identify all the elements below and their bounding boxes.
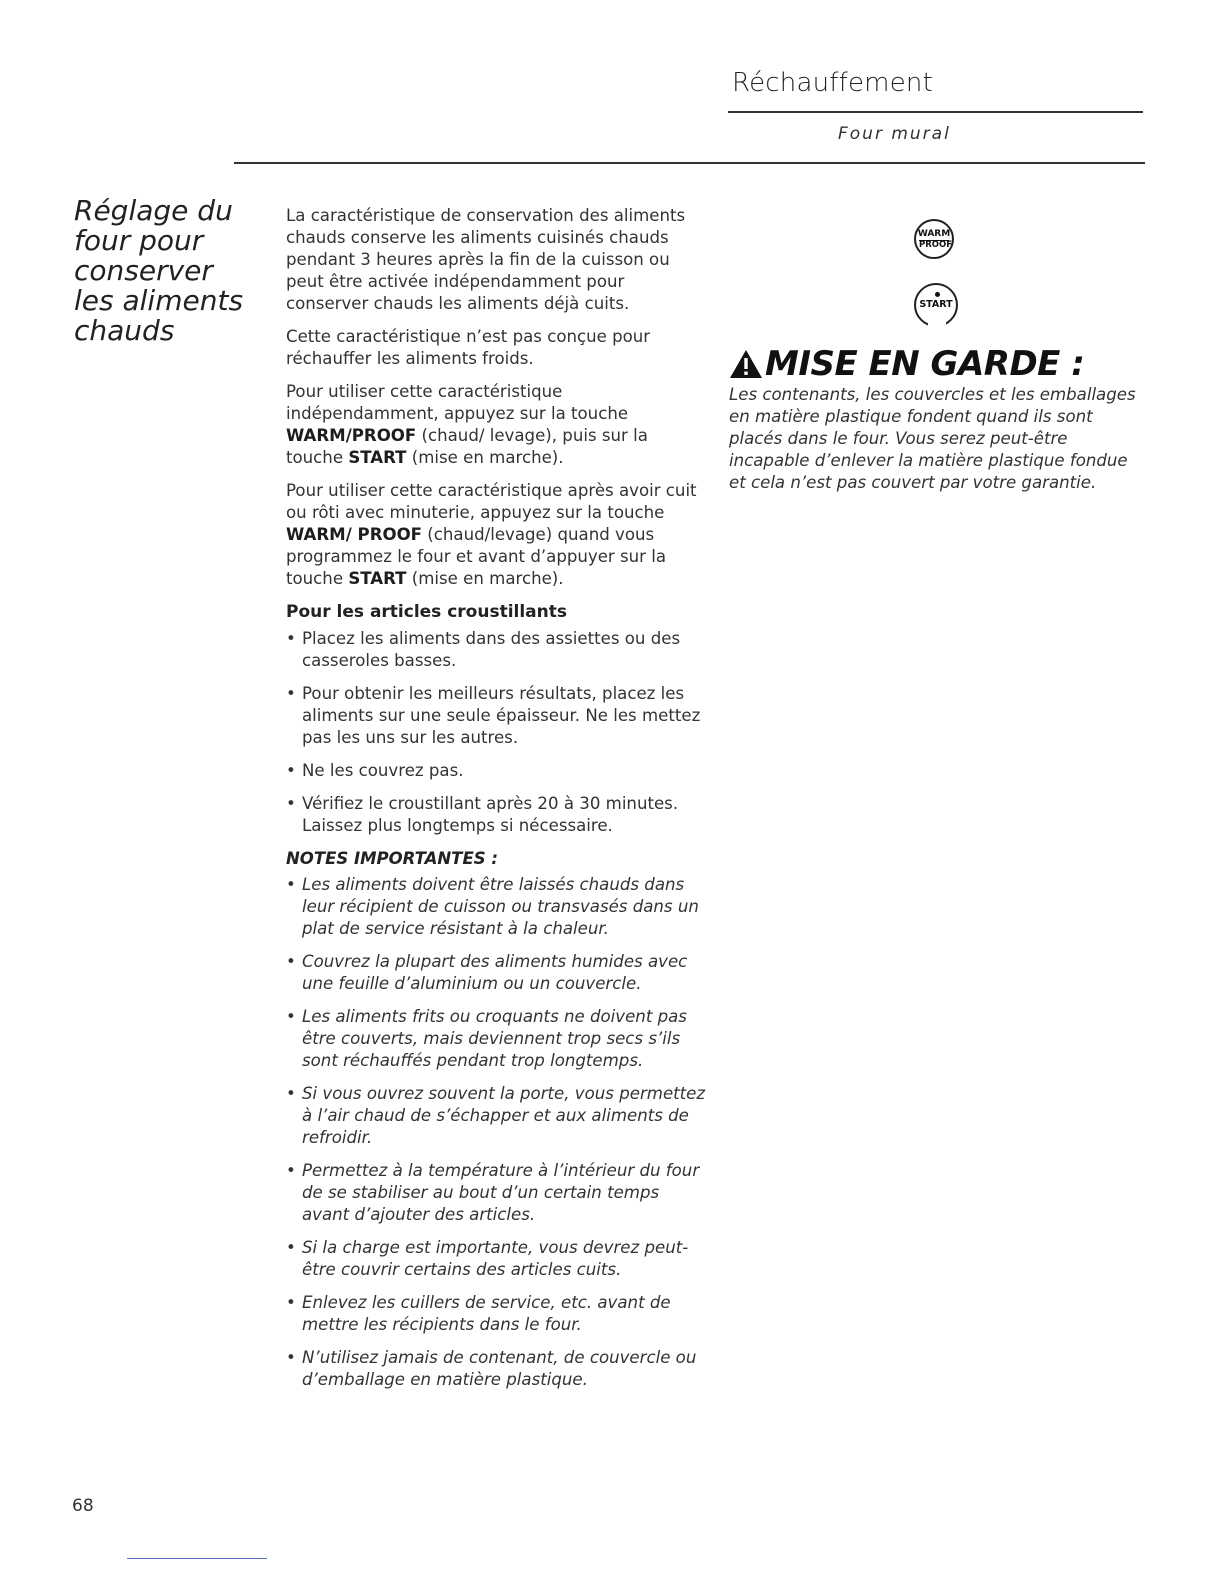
bullet-icon: • <box>286 875 296 894</box>
header-rule-short <box>728 111 1143 113</box>
notes-heading: NOTES IMPORTANTES : <box>286 849 498 868</box>
header-rule-long <box>234 162 1145 164</box>
bullet-icon: • <box>286 1084 296 1103</box>
bullet-icon: • <box>286 629 296 648</box>
list-item: • Les aliments frits ou croquants ne doivent pas être couverts, mais deviennent trop secs s’ils sont réchauffés pendant trop longtemps. <box>286 1007 687 1070</box>
list-item: • Si vous ouvrez souvent la porte, vous permettez à l’air chaud de s’échapper et aux aliments de refroidir. <box>286 1084 706 1147</box>
bullet-icon: • <box>286 684 296 703</box>
indicator-dot-icon <box>935 292 940 297</box>
notes-list <box>286 874 706 1391</box>
start-key-name: START <box>348 569 407 588</box>
main-column <box>286 205 706 1402</box>
footer-rule <box>127 1558 267 1559</box>
bullet-icon: • <box>286 1238 296 1257</box>
list-item: • Si la charge est importante, vous devrez peut-être couvrir certains des articles cuits. <box>286 1238 689 1279</box>
bullet-icon: • <box>286 761 296 780</box>
list-item: • Placez les aliments dans des assiettes ou des casseroles basses. <box>286 629 681 670</box>
warm-proof-key-name: WARM/ PROOF <box>286 525 423 544</box>
crispy-list <box>286 628 706 837</box>
bullet-icon: • <box>286 794 296 813</box>
use-alone-paragraph: Pour utiliser cette caractéristique indépendamment, appuyez sur la touche WARM/PROOF (chaud/ levage), puis sur la touche START (mise en marche). <box>286 382 648 467</box>
warm-proof-key-icon: WARM PROOF <box>914 219 954 259</box>
crispy-heading: Pour les articles croustillants <box>286 602 568 622</box>
list-item: • Ne les couvrez pas. <box>286 761 464 780</box>
list-item: • Pour obtenir les meilleurs résultats, placez les aliments sur une seule épaisseur. Ne les mettez pas les uns sur les autres. <box>286 684 701 747</box>
list-item: • Permettez à la température à l’intérieur du four de se stabiliser au bout d’un certain temps avant d’ajouter des articles. <box>286 1161 700 1224</box>
page-header-title: Réchauffement <box>732 68 933 98</box>
start-key-name: START <box>348 448 407 467</box>
section-title: Réglage du four pour conserver les aliments chauds <box>74 194 244 347</box>
bullet-icon: • <box>286 1293 296 1312</box>
list-item: • N’utilisez jamais de contenant, de couvercle ou d’emballage en matière plastique. <box>286 1348 697 1389</box>
list-item: • Enlevez les cuillers de service, etc. avant de mettre les récipients dans le four. <box>286 1293 671 1334</box>
bullet-icon: • <box>286 1007 296 1026</box>
use-after-paragraph: Pour utiliser cette caractéristique après avoir cuit ou rôti avec minuterie, appuyez sur la touche WARM/ PROOF (chaud/levage) quand vous programmez le four et avant d’appuyer sur la touche START (mise en marche). <box>286 481 697 588</box>
bullet-icon: • <box>286 952 296 971</box>
page-number: 68 <box>72 1496 94 1516</box>
list-item: • Les aliments doivent être laissés chauds dans leur récipient de cuisson ou transvasés dans un plat de service résistant à la chaleur. <box>286 875 699 938</box>
warm-proof-key-name: WARM/PROOF <box>286 426 417 445</box>
intro-paragraph-1: La caractéristique de conservation des aliments chauds conserve les aliments cuisinés chauds pendant 3 heures après la fin de la cuisson ou peut être activée indépendamment pour conserver chauds les aliments déjà cuits. <box>286 206 686 313</box>
caution-block <box>729 334 1149 494</box>
caution-text: Les contenants, les couvercles et les emballages en matière plastique fondent quand ils sont placés dans le four. Vous serez peut-être incapable d’enlever la matière plastique fondue et cela n’est pas couvert par votre garantie. <box>729 385 1136 492</box>
list-item: • Vérifiez le croustillant après 20 à 30 minutes. Laissez plus longtemps si nécessaire. <box>286 794 679 835</box>
list-item: • Couvrez la plupart des aliments humides avec une feuille d’aluminium ou un couvercle. <box>286 952 688 993</box>
bullet-icon: • <box>286 1161 296 1180</box>
caution-title: MISE EN GARDE : <box>765 344 1085 384</box>
page-header-subtitle: Four mural <box>838 124 951 144</box>
warning-triangle-icon <box>729 349 763 379</box>
bullet-icon: • <box>286 1348 296 1367</box>
intro-paragraph-2: Cette caractéristique n’est pas conçue pour réchauffer les aliments froids. <box>286 327 651 368</box>
start-key-icon: START <box>914 283 958 327</box>
